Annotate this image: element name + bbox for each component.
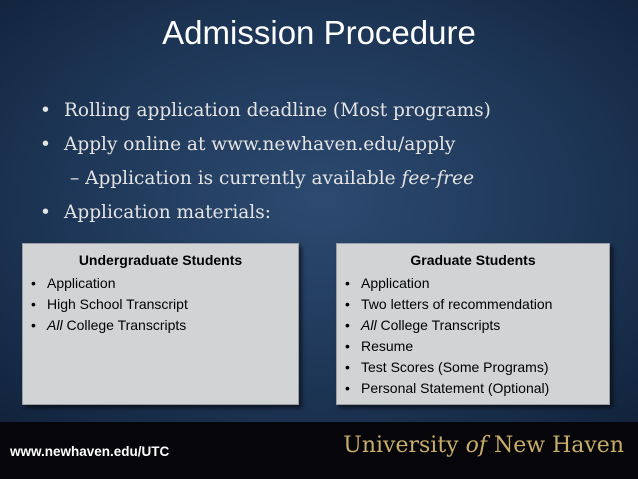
sub-bullet-dash: –: [70, 168, 80, 189]
bullet-dot: •: [345, 275, 350, 291]
list-item: • All College Transcripts: [345, 315, 609, 336]
list-item: • Two letters of recommendation: [345, 294, 609, 315]
undergraduate-box: [22, 243, 299, 405]
list-item: • Resume: [345, 336, 609, 357]
bullet-text: Apply online at www.newhaven.edu/apply: [64, 134, 456, 155]
bullet-list: [40, 94, 620, 230]
footer-url: www.newhaven.edu/UTC: [10, 444, 170, 459]
bullet-text: Rolling application deadline (Most programs): [64, 100, 491, 121]
graduate-heading: Graduate Students: [410, 252, 536, 268]
bullet-dot: •: [31, 275, 36, 291]
bullet-dot: •: [40, 202, 51, 223]
list-item: • All College Transcripts: [31, 315, 298, 336]
bullet-dot: •: [40, 134, 51, 155]
undergraduate-heading: Undergraduate Students: [78, 252, 243, 268]
bullet-dot: •: [345, 296, 350, 312]
graduate-list: [337, 273, 609, 399]
bullet-deadline: [40, 94, 620, 128]
list-item: • Application: [31, 273, 298, 294]
bullet-apply-online: [40, 128, 620, 162]
undergraduate-list: [23, 273, 298, 336]
bullet-dot: •: [40, 100, 51, 121]
bullet-text: Application materials:: [64, 202, 271, 223]
university-logo: University of New Haven: [343, 433, 624, 458]
bullet-dot: •: [345, 317, 350, 333]
bullet-dot: •: [345, 359, 350, 375]
bullet-materials: [40, 196, 620, 230]
slide-title: Admission Procedure: [162, 14, 476, 51]
bullet-dot: •: [345, 380, 350, 396]
sub-bullet-text: Application is currently available: [85, 168, 402, 189]
list-item: • Personal Statement (Optional): [345, 378, 609, 399]
sub-bullet-emphasis: fee-free: [401, 168, 475, 189]
sub-bullet-fee-free: [40, 162, 620, 196]
list-item: • Application: [345, 273, 609, 294]
footer-bar: [0, 422, 638, 479]
bullet-dot: •: [31, 296, 36, 312]
graduate-box: [336, 243, 610, 405]
list-item: • Test Scores (Some Programs): [345, 357, 609, 378]
list-item: • High School Transcript: [31, 294, 298, 315]
bullet-dot: •: [345, 338, 350, 354]
bullet-dot: •: [31, 317, 36, 333]
